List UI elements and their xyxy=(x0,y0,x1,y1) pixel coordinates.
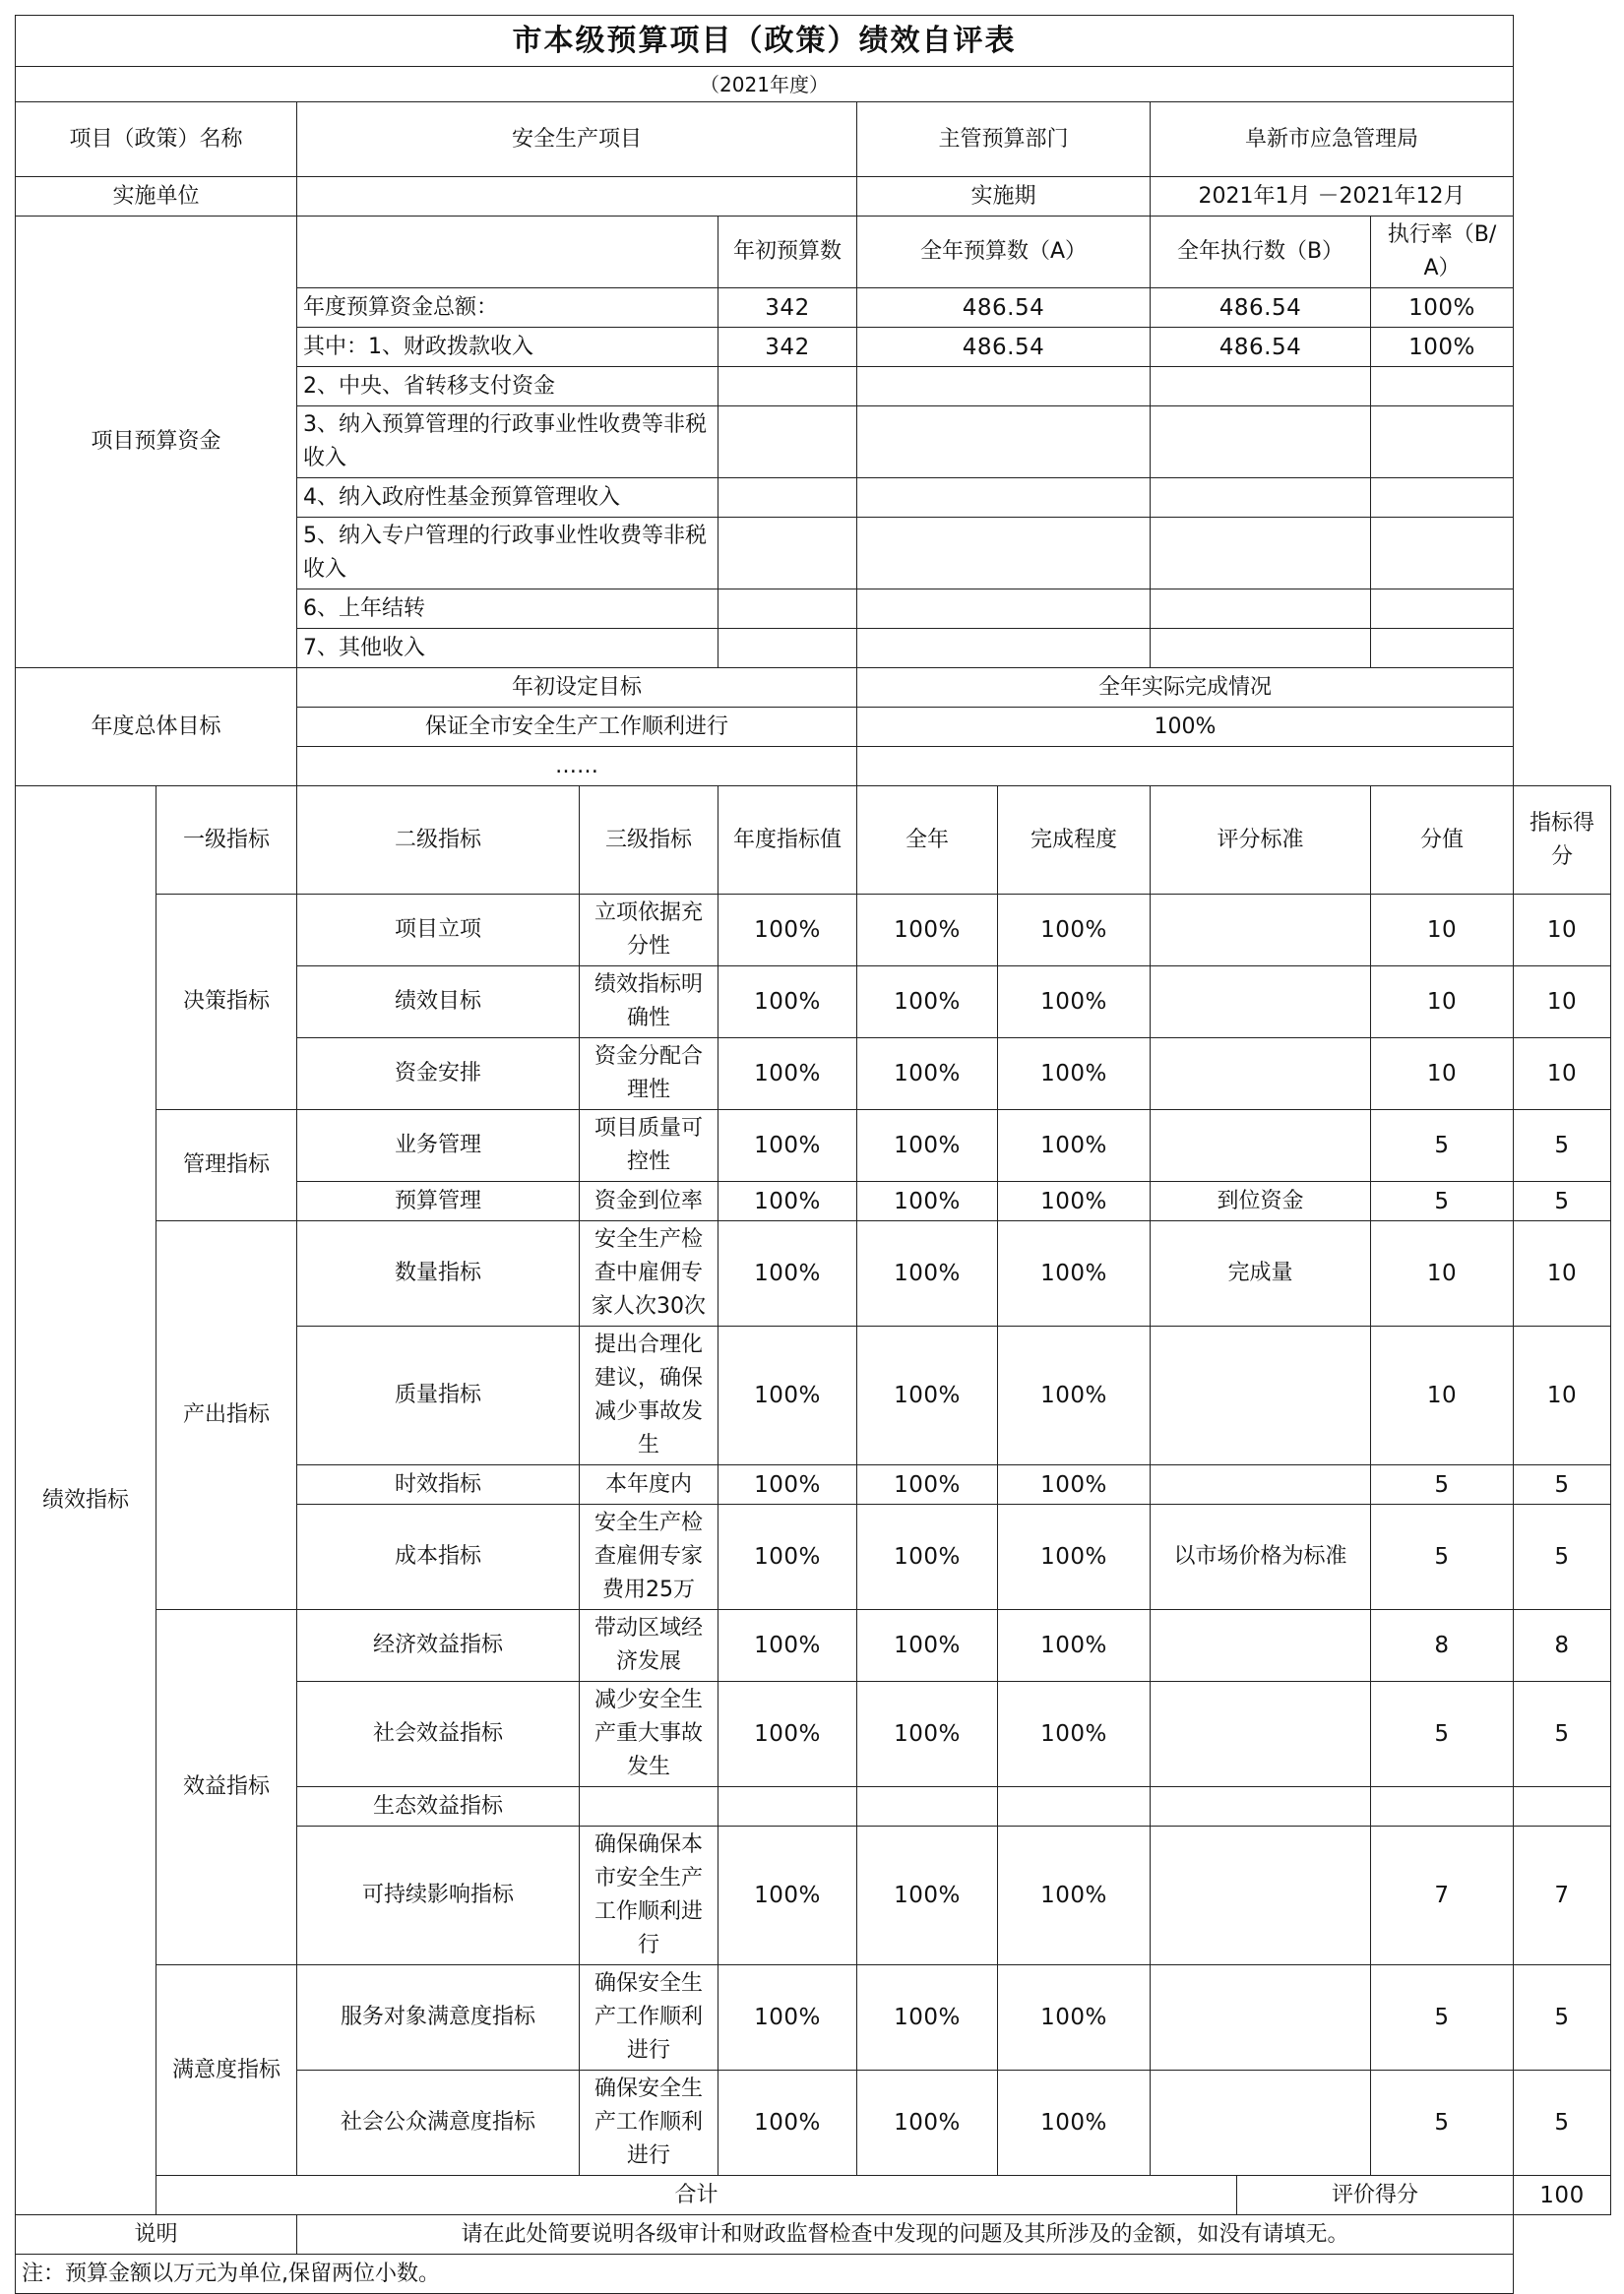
budget-annual xyxy=(857,367,1151,406)
perf-got: 10 xyxy=(1514,1327,1611,1465)
perf-l2: 时效指标 xyxy=(297,1465,580,1505)
perf-l3: 绩效指标明确性 xyxy=(580,966,718,1038)
perf-target: 100% xyxy=(718,1965,857,2071)
eval-label: 评价得分 xyxy=(1237,2176,1514,2215)
perf-target: 100% xyxy=(718,2071,857,2176)
perf-l3: 安全生产检查中雇佣专家人次30次 xyxy=(580,1221,718,1327)
perf-target: 100% xyxy=(718,1827,857,1965)
perf-done: 100% xyxy=(998,1038,1151,1110)
perf-done: 100% xyxy=(998,1965,1151,2071)
budget-annual xyxy=(857,589,1151,629)
perf-score: 5 xyxy=(1371,1965,1514,2071)
perf-std xyxy=(1151,1610,1371,1682)
col-exec: 全年执行数（B） xyxy=(1151,217,1371,288)
evaluation-sheet xyxy=(15,15,1611,2294)
budget-initial xyxy=(718,406,857,478)
budget-annual xyxy=(857,518,1151,589)
budget-row-label: 5、纳入专户管理的行政事业性收费等非税收入 xyxy=(297,518,718,589)
period-value: 2021年1月 －2021年12月 xyxy=(1151,177,1514,217)
group-satisfaction: 满意度指标 xyxy=(156,1965,297,2176)
group-decision: 决策指标 xyxy=(156,895,297,1110)
perf-got: 10 xyxy=(1514,1038,1611,1110)
perf-annual: 100% xyxy=(857,1327,998,1465)
budget-row-label: 3、纳入预算管理的行政事业性收费等非税收入 xyxy=(297,406,718,478)
budget-rate: 100% xyxy=(1371,328,1514,367)
perf-target: 100% xyxy=(718,1505,857,1610)
perf-l3 xyxy=(580,1787,718,1827)
perf-l3: 提出合理化建议，确保减少事故发生 xyxy=(580,1327,718,1465)
perf-got: 5 xyxy=(1514,1110,1611,1182)
perf-std xyxy=(1151,966,1371,1038)
perf-got: 10 xyxy=(1514,895,1611,966)
budget-section-label: 项目预算资金 xyxy=(16,217,297,668)
perf-annual: 100% xyxy=(857,1827,998,1965)
perf-std xyxy=(1151,1787,1371,1827)
perf-l2: 数量指标 xyxy=(297,1221,580,1327)
perf-score: 5 xyxy=(1371,1682,1514,1787)
perf-score: 10 xyxy=(1371,966,1514,1038)
goal-actual-value: 100% xyxy=(857,708,1514,747)
perf-l2: 绩效目标 xyxy=(297,966,580,1038)
perf-target: 100% xyxy=(718,1182,857,1221)
goal-section-label: 年度总体目标 xyxy=(16,668,297,786)
perf-l2: 预算管理 xyxy=(297,1182,580,1221)
budget-exec xyxy=(1151,478,1371,518)
perf-done: 100% xyxy=(998,1610,1151,1682)
perf-got: 8 xyxy=(1514,1610,1611,1682)
perf-target: 100% xyxy=(718,1465,857,1505)
perf-done: 100% xyxy=(998,1465,1151,1505)
perf-annual: 100% xyxy=(857,1465,998,1505)
perf-target: 100% xyxy=(718,895,857,966)
perf-got: 5 xyxy=(1514,1182,1611,1221)
perf-done: 100% xyxy=(998,1182,1151,1221)
remark-text: 请在此处简要说明各级审计和财政监督检查中发现的问题及其所涉及的金额，如没有请填无。 xyxy=(297,2215,1514,2255)
budget-annual xyxy=(857,478,1151,518)
perf-std xyxy=(1151,895,1371,966)
perf-annual: 100% xyxy=(857,1038,998,1110)
perf-l3: 带动区域经济发展 xyxy=(580,1610,718,1682)
perf-l3: 资金分配合理性 xyxy=(580,1038,718,1110)
budget-row-label: 年度预算资金总额： xyxy=(297,288,718,328)
impl-unit-label: 实施单位 xyxy=(16,177,297,217)
perf-header: 年度指标值 xyxy=(718,786,857,895)
perf-annual: 100% xyxy=(857,1505,998,1610)
perf-header: 一级指标 xyxy=(156,786,297,895)
perf-annual: 100% xyxy=(857,2071,998,2176)
budget-row-label: 2、中央、省转移支付资金 xyxy=(297,367,718,406)
budget-row-label: 6、上年结转 xyxy=(297,589,718,629)
perf-annual: 100% xyxy=(857,1965,998,2071)
perf-got: 5 xyxy=(1514,2071,1611,2176)
budget-initial xyxy=(718,518,857,589)
perf-header: 指标得分 xyxy=(1514,786,1611,895)
perf-done: 100% xyxy=(998,1682,1151,1787)
goal-col-actual: 全年实际完成情况 xyxy=(857,668,1514,708)
perf-target: 100% xyxy=(718,1038,857,1110)
budget-rate xyxy=(1371,367,1514,406)
goal-ellipsis: …… xyxy=(297,747,857,786)
budget-initial xyxy=(718,367,857,406)
goal-set-value: 保证全市安全生产工作顺利进行 xyxy=(297,708,857,747)
budget-row-label: 7、其他收入 xyxy=(297,629,718,668)
perf-done: 100% xyxy=(998,966,1151,1038)
project-name: 安全生产项目 xyxy=(297,102,857,177)
perf-l2: 社会公众满意度指标 xyxy=(297,2071,580,2176)
perf-l3: 减少安全生产重大事故发生 xyxy=(580,1682,718,1787)
budget-exec xyxy=(1151,406,1371,478)
perf-header: 完成程度 xyxy=(998,786,1151,895)
perf-done: 100% xyxy=(998,1827,1151,1965)
total-label: 合计 xyxy=(156,2176,1237,2215)
perf-score: 5 xyxy=(1371,1505,1514,1610)
perf-l3: 项目质量可控性 xyxy=(580,1110,718,1182)
perf-l2: 可持续影响指标 xyxy=(297,1827,580,1965)
perf-score: 10 xyxy=(1371,1221,1514,1327)
goal-col-set: 年初设定目标 xyxy=(297,668,857,708)
budget-header-blank xyxy=(297,217,718,288)
perf-score: 10 xyxy=(1371,1038,1514,1110)
budget-annual xyxy=(857,629,1151,668)
perf-l2: 社会效益指标 xyxy=(297,1682,580,1787)
budget-exec: 486.54 xyxy=(1151,288,1371,328)
perf-l2: 项目立项 xyxy=(297,895,580,966)
perf-l2: 服务对象满意度指标 xyxy=(297,1965,580,2071)
impl-unit-value xyxy=(297,177,857,217)
perf-target: 100% xyxy=(718,1110,857,1182)
perf-target: 100% xyxy=(718,1610,857,1682)
perf-target: 100% xyxy=(718,1682,857,1787)
perf-header: 分值 xyxy=(1371,786,1514,895)
perf-l2: 资金安排 xyxy=(297,1038,580,1110)
budget-initial xyxy=(718,589,857,629)
perf-got xyxy=(1514,1787,1611,1827)
perf-got: 5 xyxy=(1514,1505,1611,1610)
perf-annual xyxy=(857,1787,998,1827)
perf-l2: 生态效益指标 xyxy=(297,1787,580,1827)
remark-label: 说明 xyxy=(16,2215,297,2255)
perf-l3: 确保安全生产工作顺利进行 xyxy=(580,1965,718,2071)
perf-l2: 质量指标 xyxy=(297,1327,580,1465)
perf-l2: 业务管理 xyxy=(297,1110,580,1182)
perf-std xyxy=(1151,1327,1371,1465)
perf-std xyxy=(1151,1965,1371,2071)
year-label: （2021年度） xyxy=(16,67,1514,102)
perf-section-label: 绩效指标 xyxy=(16,786,156,2215)
perf-done: 100% xyxy=(998,1327,1151,1465)
dept-label: 主管预算部门 xyxy=(857,102,1151,177)
perf-score: 5 xyxy=(1371,1110,1514,1182)
perf-l2: 经济效益指标 xyxy=(297,1610,580,1682)
perf-got: 5 xyxy=(1514,1965,1611,2071)
page-title: 市本级预算项目（政策）绩效自评表 xyxy=(16,16,1514,67)
perf-annual: 100% xyxy=(857,1610,998,1682)
budget-exec xyxy=(1151,589,1371,629)
perf-l3: 本年度内 xyxy=(580,1465,718,1505)
perf-annual: 100% xyxy=(857,1182,998,1221)
perf-got: 10 xyxy=(1514,1221,1611,1327)
perf-l3: 资金到位率 xyxy=(580,1182,718,1221)
evaluation-table xyxy=(15,15,1611,2294)
perf-l2: 成本指标 xyxy=(297,1505,580,1610)
perf-done xyxy=(998,1787,1151,1827)
perf-score: 5 xyxy=(1371,1465,1514,1505)
goal-actual-blank xyxy=(857,747,1514,786)
perf-target: 100% xyxy=(718,1221,857,1327)
budget-annual xyxy=(857,406,1151,478)
budget-rate: 100% xyxy=(1371,288,1514,328)
perf-got: 7 xyxy=(1514,1827,1611,1965)
perf-std xyxy=(1151,1827,1371,1965)
perf-score: 8 xyxy=(1371,1610,1514,1682)
col-annual: 全年预算数（A） xyxy=(857,217,1151,288)
budget-row-label: 4、纳入政府性基金预算管理收入 xyxy=(297,478,718,518)
perf-std xyxy=(1151,2071,1371,2176)
col-rate: 执行率（B/A） xyxy=(1371,217,1514,288)
perf-done: 100% xyxy=(998,1110,1151,1182)
perf-target: 100% xyxy=(718,966,857,1038)
budget-rate xyxy=(1371,518,1514,589)
perf-std xyxy=(1151,1038,1371,1110)
perf-std xyxy=(1151,1110,1371,1182)
perf-got: 5 xyxy=(1514,1465,1611,1505)
perf-score: 7 xyxy=(1371,1827,1514,1965)
perf-score: 5 xyxy=(1371,2071,1514,2176)
project-name-label: 项目（政策）名称 xyxy=(16,102,297,177)
perf-annual: 100% xyxy=(857,895,998,966)
perf-done: 100% xyxy=(998,2071,1151,2176)
perf-std: 完成量 xyxy=(1151,1221,1371,1327)
budget-rate xyxy=(1371,629,1514,668)
budget-rate xyxy=(1371,478,1514,518)
perf-score xyxy=(1371,1787,1514,1827)
perf-l3: 确保确保本市安全生产工作顺利进行 xyxy=(580,1827,718,1965)
perf-done: 100% xyxy=(998,1221,1151,1327)
budget-initial: 342 xyxy=(718,328,857,367)
period-label: 实施期 xyxy=(857,177,1151,217)
perf-annual: 100% xyxy=(857,966,998,1038)
budget-exec xyxy=(1151,367,1371,406)
budget-initial xyxy=(718,629,857,668)
budget-rate xyxy=(1371,406,1514,478)
budget-initial xyxy=(718,478,857,518)
perf-done: 100% xyxy=(998,1505,1151,1610)
perf-header: 三级指标 xyxy=(580,786,718,895)
perf-done: 100% xyxy=(998,895,1151,966)
budget-exec xyxy=(1151,629,1371,668)
perf-target xyxy=(718,1787,857,1827)
perf-l3: 立项依据充分性 xyxy=(580,895,718,966)
budget-initial: 342 xyxy=(718,288,857,328)
perf-std: 以市场价格为标准 xyxy=(1151,1505,1371,1610)
budget-exec xyxy=(1151,518,1371,589)
budget-rate xyxy=(1371,589,1514,629)
perf-std xyxy=(1151,1682,1371,1787)
perf-header: 二级指标 xyxy=(297,786,580,895)
group-output: 产出指标 xyxy=(156,1221,297,1610)
dept-value: 阜新市应急管理局 xyxy=(1151,102,1514,177)
perf-annual: 100% xyxy=(857,1110,998,1182)
budget-row-label: 其中：1、财政拨款收入 xyxy=(297,328,718,367)
budget-annual: 486.54 xyxy=(857,288,1151,328)
eval-score: 100 xyxy=(1514,2176,1611,2215)
perf-annual: 100% xyxy=(857,1682,998,1787)
perf-annual: 100% xyxy=(857,1221,998,1327)
footnote: 注：预算金额以万元为单位,保留两位小数。 xyxy=(16,2255,1514,2294)
col-initial: 年初预算数 xyxy=(718,217,857,288)
perf-l3: 安全生产检查雇佣专家费用25万 xyxy=(580,1505,718,1610)
perf-score: 10 xyxy=(1371,1327,1514,1465)
perf-score: 5 xyxy=(1371,1182,1514,1221)
perf-score: 10 xyxy=(1371,895,1514,966)
perf-header: 评分标准 xyxy=(1151,786,1371,895)
group-management: 管理指标 xyxy=(156,1110,297,1221)
group-benefit: 效益指标 xyxy=(156,1610,297,1965)
perf-target: 100% xyxy=(718,1327,857,1465)
perf-std: 到位资金 xyxy=(1151,1182,1371,1221)
budget-annual: 486.54 xyxy=(857,328,1151,367)
perf-l3: 确保安全生产工作顺利进行 xyxy=(580,2071,718,2176)
perf-got: 10 xyxy=(1514,966,1611,1038)
budget-exec: 486.54 xyxy=(1151,328,1371,367)
perf-got: 5 xyxy=(1514,1682,1611,1787)
perf-std xyxy=(1151,1465,1371,1505)
perf-header: 全年 xyxy=(857,786,998,895)
